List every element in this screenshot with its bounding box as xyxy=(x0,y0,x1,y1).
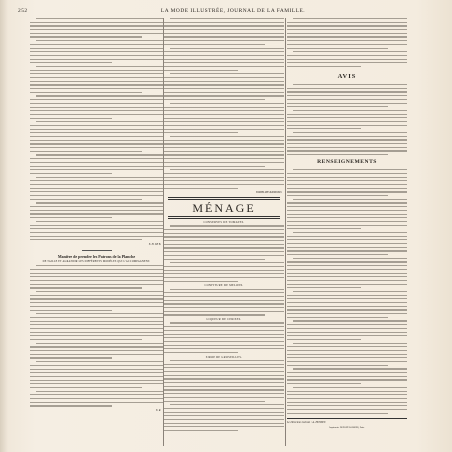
signature-left: E. H. DE B. xyxy=(148,242,161,246)
text-block-avis xyxy=(287,84,407,155)
text-block-middle-top xyxy=(164,18,284,189)
text-block-renseignements xyxy=(287,169,407,414)
column-left xyxy=(30,18,163,446)
text-block-left-top xyxy=(30,18,163,240)
text-block-melons xyxy=(164,289,284,316)
article-subtitle: DE TAILLE ET AGRANDIR LES DIFFÉRENTS MODÈLES QUI L'ACCOMPAGNENT. xyxy=(42,259,151,263)
page-number: 252 xyxy=(18,7,28,14)
text-block-right-top xyxy=(287,18,407,67)
text-block-left-bottom xyxy=(30,265,163,406)
subheading-tomates: CONSERVES DE TOMATES. xyxy=(203,221,245,225)
subheading-cerises: LIQUEUR DE CERISES. xyxy=(206,318,242,322)
subheading-melons: CONFITURE DE MELONS. xyxy=(204,284,244,288)
journal-title: LA MODE ILLUSTRÉE, JOURNAL DE LA FAMILLE. xyxy=(160,7,306,14)
text-block-tomates xyxy=(164,225,284,281)
section-title-menage: MÉNAGE xyxy=(192,201,256,216)
text-block-cerises xyxy=(164,322,284,353)
heading-renseignements: RENSEIGNEMENTS xyxy=(317,159,377,166)
column-middle xyxy=(164,18,284,446)
title-rule-bottom xyxy=(168,216,280,219)
heading-avis: AVIS xyxy=(337,73,357,81)
footer-rule xyxy=(287,418,407,419)
footer-printer: Imprimerie DUPONT-BARBIER, Paris. xyxy=(329,426,365,429)
article-title: Manière de prendre les Patrons de la Planche xyxy=(57,253,136,259)
page-binding-shadow xyxy=(0,0,8,452)
subheading-groseilles: SIROP DE GROSEILLES. xyxy=(205,355,243,359)
column-rule-2 xyxy=(285,18,286,446)
text-block-groseilles xyxy=(164,360,284,431)
footer-editor: Le Directeur-Gérant : A. HUSSET. xyxy=(287,420,327,424)
separator xyxy=(82,250,112,251)
page-header xyxy=(18,5,448,16)
column-right xyxy=(287,18,407,446)
signature-left-article: E. R. xyxy=(155,409,161,413)
title-rule-top xyxy=(168,197,280,200)
signature-middle: EMMELINE RAYMOND. xyxy=(255,191,282,195)
